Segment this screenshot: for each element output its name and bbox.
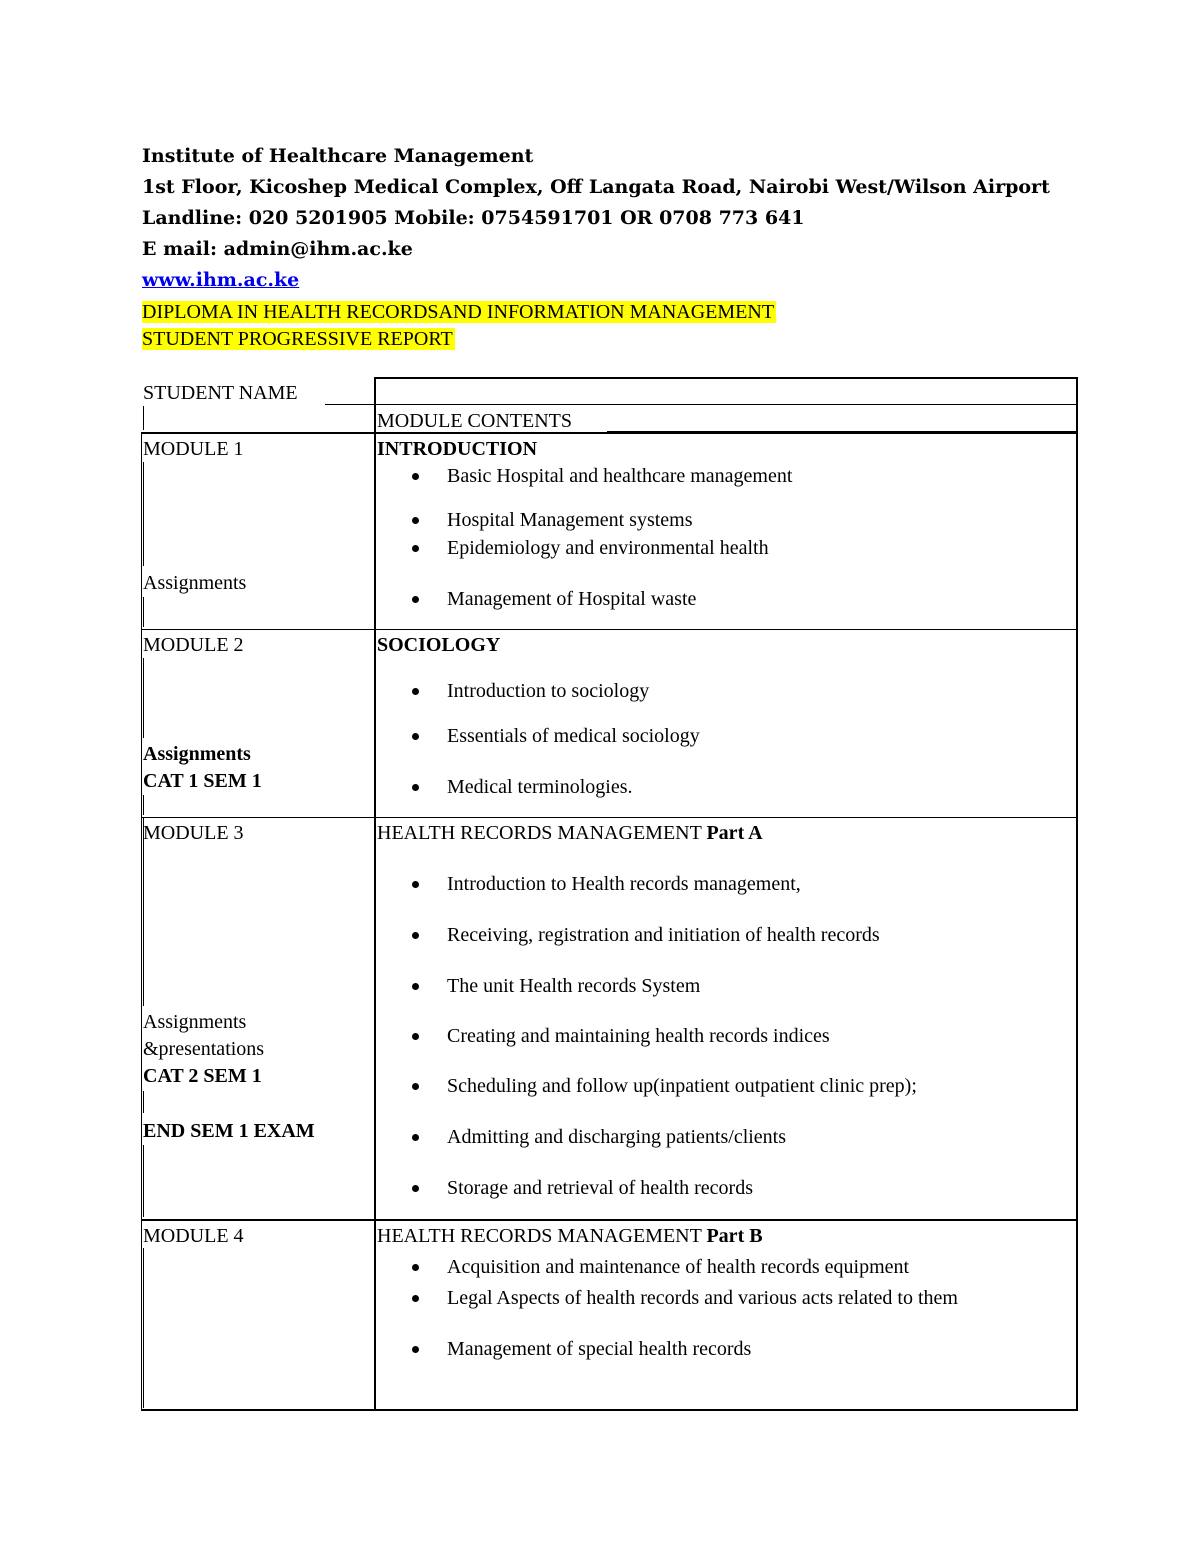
list-item: Legal Aspects of health records and various acts related to them — [447, 1285, 958, 1311]
module-side-note: CAT 2 SEM 1 — [143, 1065, 262, 1087]
list-item: Management of Hospital waste — [447, 586, 696, 612]
name-row-line — [374, 404, 1078, 405]
bullet-icon — [412, 784, 419, 791]
bullet-icon — [412, 1264, 419, 1271]
table-right-border — [1076, 377, 1078, 1411]
field-mark — [143, 658, 144, 738]
field-mark — [143, 818, 144, 1006]
report-title: STUDENT PROGRESSIVE REPORT — [142, 328, 453, 350]
list-item: Acquisition and maintenance of health records equipment — [447, 1254, 909, 1280]
module-label: MODULE 1 — [143, 438, 244, 460]
module-contents-underline — [607, 431, 1077, 432]
program-title: DIPLOMA IN HEALTH RECORDSAND INFORMATION MANAGEMENT — [142, 301, 775, 323]
field-mark — [143, 406, 144, 430]
bullet-icon — [412, 932, 419, 939]
module-side-note: Assignments — [143, 572, 247, 594]
table-top-border — [374, 377, 1078, 379]
list-item: Management of special health records — [447, 1336, 751, 1362]
bullet-icon — [412, 733, 419, 740]
bullet-icon — [412, 1033, 419, 1040]
program-title-row — [142, 299, 776, 325]
bullet-icon — [412, 688, 419, 695]
table-column-divider — [374, 377, 376, 1411]
bullet-icon — [412, 1083, 419, 1090]
module-side-note: Assignments — [143, 1011, 247, 1033]
module1-bottom-line — [141, 629, 1078, 630]
module-side-note: END SEM 1 EXAM — [143, 1120, 315, 1142]
module-title: HEALTH RECORDS MANAGEMENT Part A — [377, 822, 763, 844]
module-title: SOCIOLOGY — [377, 634, 501, 656]
module-side-note: Assignments — [143, 743, 251, 765]
bullet-icon — [412, 983, 419, 990]
list-item: The unit Health records System — [447, 973, 700, 999]
student-name-underline — [325, 404, 375, 405]
list-item: Essentials of medical sociology — [447, 723, 700, 749]
list-item: Basic Hospital and healthcare management — [447, 463, 792, 489]
field-mark — [143, 1091, 144, 1113]
module-title: HEALTH RECORDS MANAGEMENT Part B — [377, 1225, 763, 1247]
list-item: Admitting and discharging patients/clients — [447, 1124, 786, 1150]
module-side-note: CAT 1 SEM 1 — [143, 770, 262, 792]
list-item: Storage and retrieval of health records — [447, 1175, 753, 1201]
phone-numbers: Landline: 020 5201905 Mobile: 0754591701 OR 0708 773 641 — [142, 207, 805, 229]
list-item: Scheduling and follow up(inpatient outpatient clinic prep); — [447, 1073, 917, 1099]
list-item: Introduction to sociology — [447, 678, 649, 704]
list-item: Epidemiology and environmental health — [447, 535, 769, 561]
list-item: Receiving, registration and initiation of health records — [447, 922, 880, 948]
field-mark — [143, 462, 144, 566]
module3-bottom-line — [141, 1219, 1078, 1221]
email-line: E mail: admin@ihm.ac.ke — [142, 238, 413, 260]
module-title: INTRODUCTION — [377, 438, 538, 460]
module-label: MODULE 2 — [143, 634, 244, 656]
module-side-note: &presentations — [143, 1038, 265, 1060]
field-mark — [143, 1248, 144, 1408]
list-item: Medical terminologies. — [447, 774, 633, 800]
student-name-label: STUDENT NAME — [143, 382, 298, 404]
institute-name: Institute of Healthcare Management — [142, 145, 534, 167]
list-item: Creating and maintaining health records indices — [447, 1023, 830, 1049]
table-bottom-border — [141, 1409, 1078, 1411]
list-item: Introduction to Health records management, — [447, 871, 801, 897]
bullet-icon — [412, 517, 419, 524]
report-title-row — [142, 326, 455, 352]
header-row-line — [141, 432, 1078, 434]
table-left-border — [141, 432, 142, 1411]
bullet-icon — [412, 596, 419, 603]
module-label: MODULE 4 — [143, 1225, 244, 1247]
module-contents-label: MODULE CONTENTS — [377, 410, 572, 432]
institute-address: 1st Floor, Kicoshep Medical Complex, Off Langata Road, Nairobi West/Wilson Airport — [142, 176, 1050, 198]
field-mark — [143, 597, 144, 627]
field-mark — [143, 1145, 144, 1217]
bullet-icon — [412, 1346, 419, 1353]
module-label: MODULE 3 — [143, 822, 244, 844]
bullet-icon — [412, 1134, 419, 1141]
website-link[interactable]: www.ihm.ac.ke — [142, 269, 300, 291]
bullet-icon — [412, 1295, 419, 1302]
bullet-icon — [412, 545, 419, 552]
field-mark — [143, 795, 144, 815]
module2-bottom-line — [141, 817, 1078, 818]
bullet-icon — [412, 1185, 419, 1192]
website-link-row — [142, 267, 299, 293]
bullet-icon — [412, 881, 419, 888]
bullet-icon — [412, 473, 419, 480]
list-item: Hospital Management systems — [447, 507, 693, 533]
